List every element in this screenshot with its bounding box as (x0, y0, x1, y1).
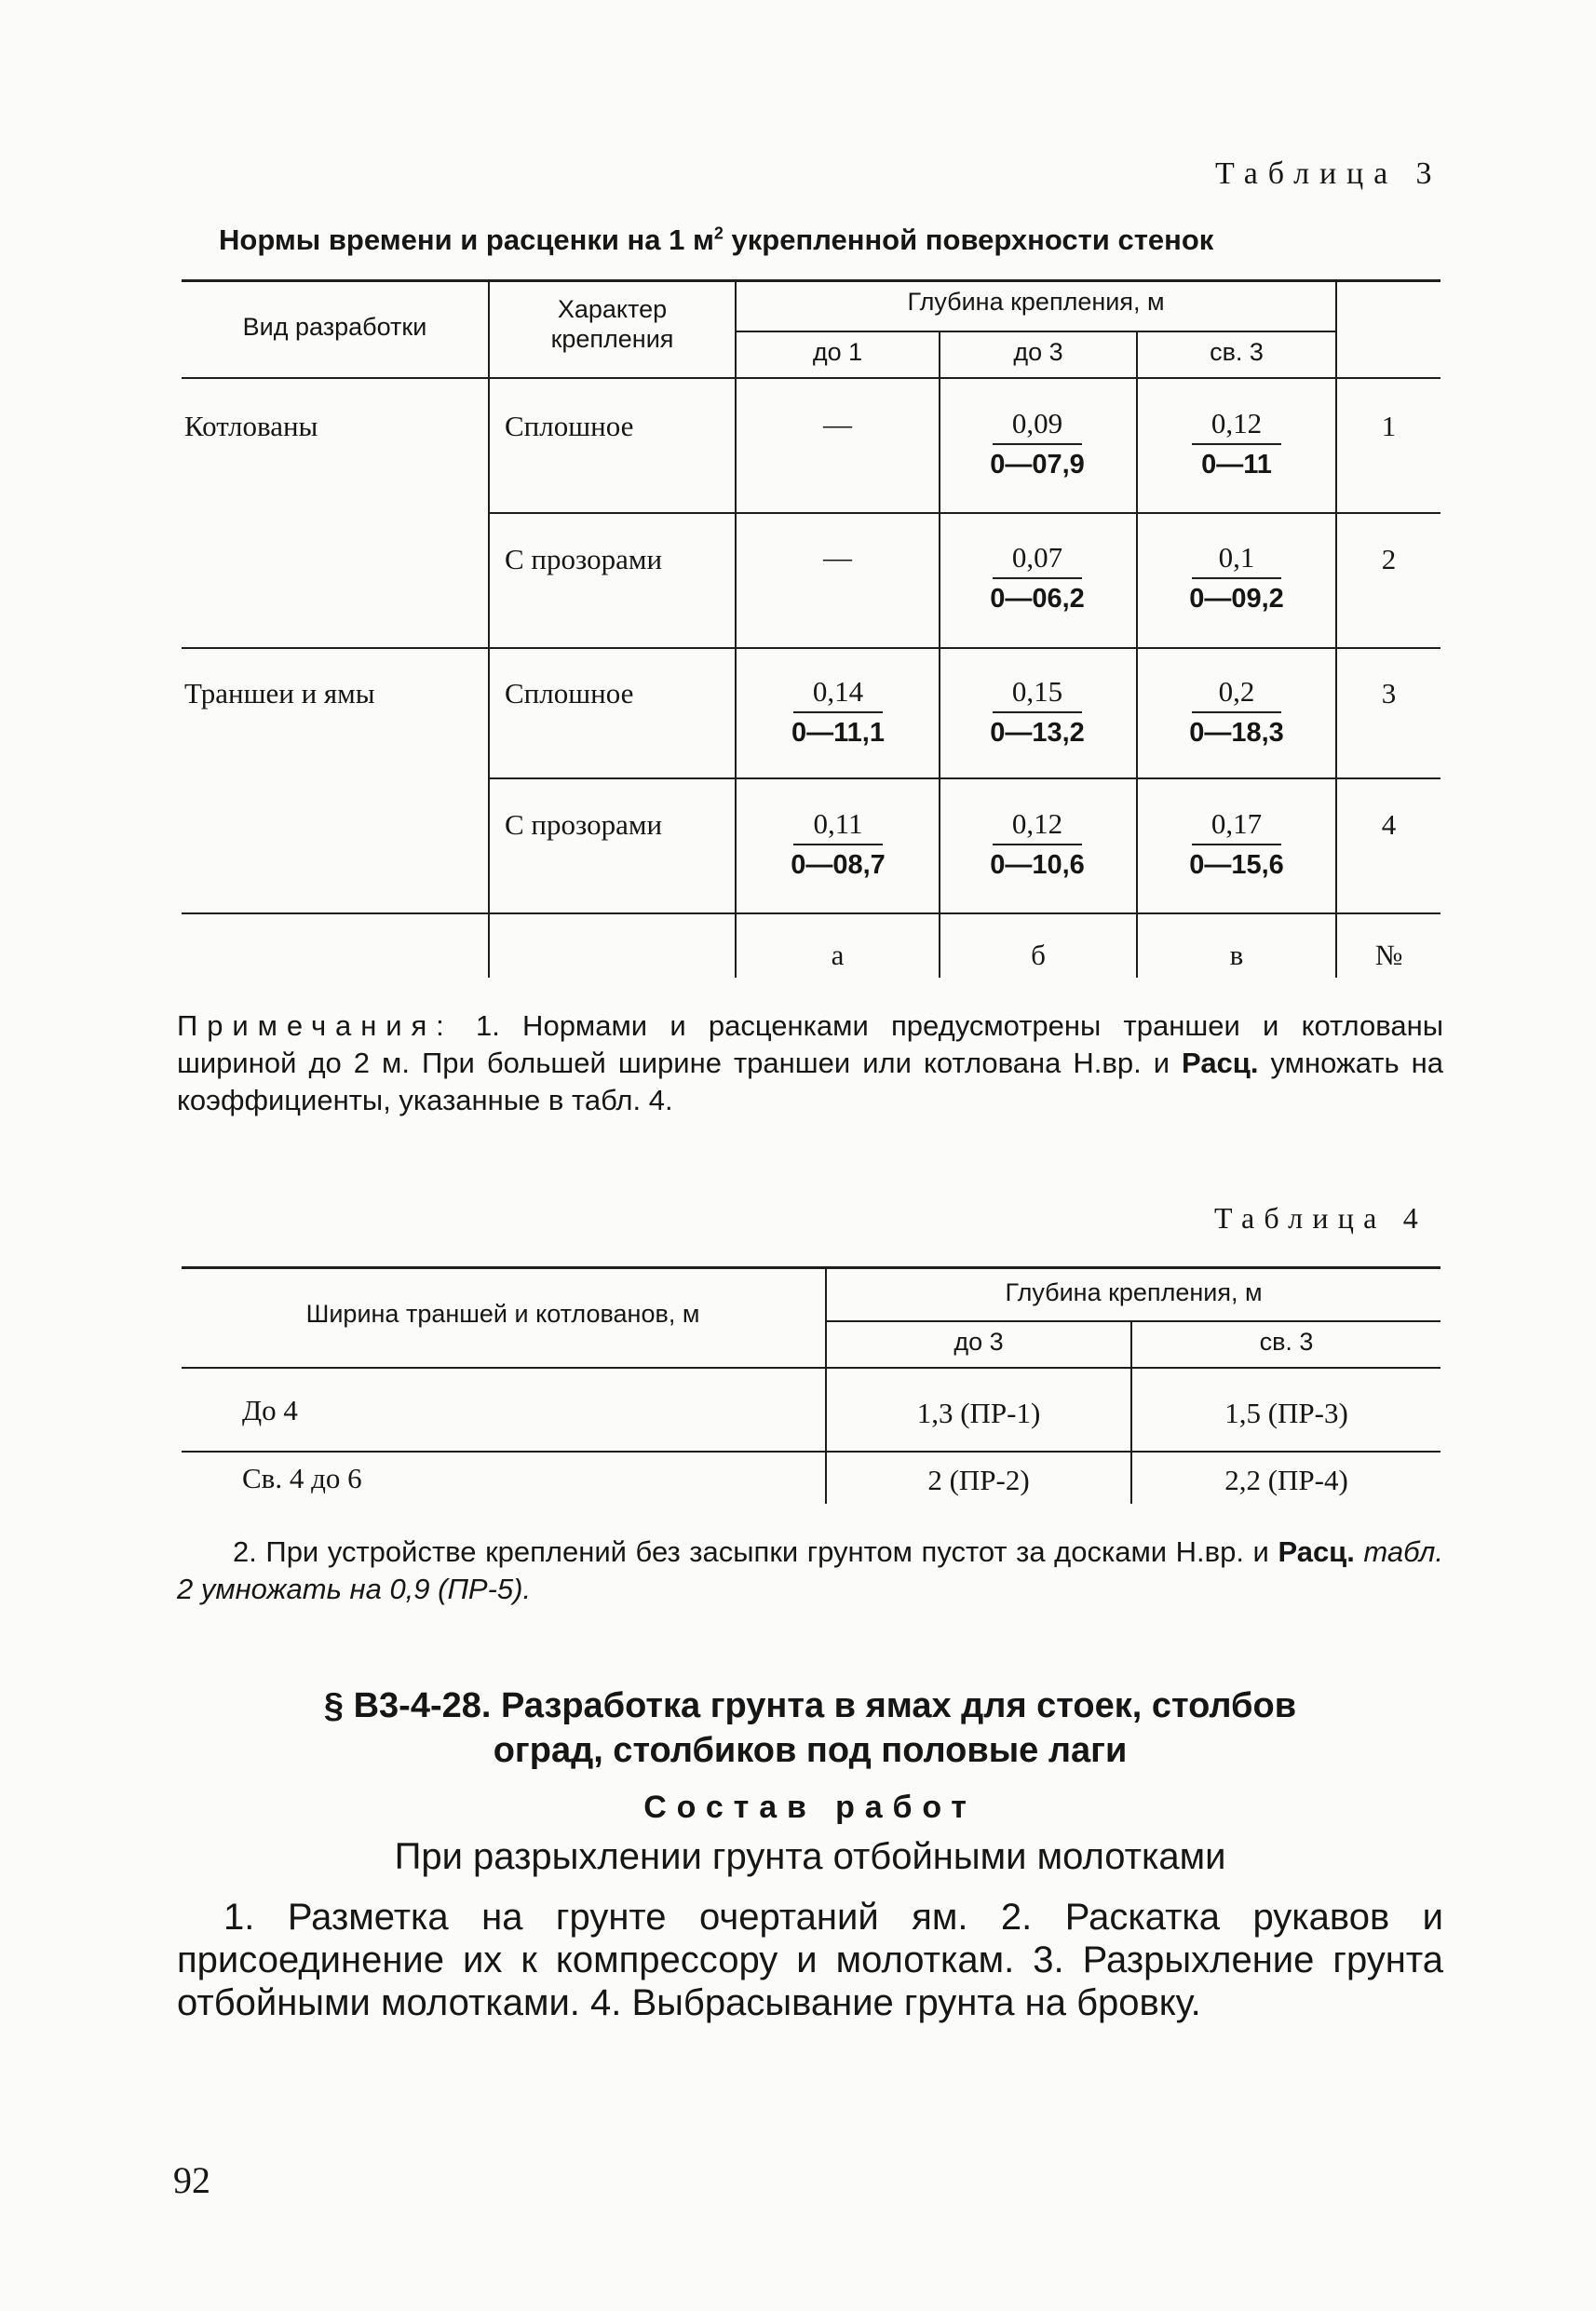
notes-text-end: умножать на коэффициенты, указанные в табл. 4. (177, 1047, 1443, 1116)
table3-row4-c2 (967, 806, 1107, 883)
table3-footer-c: в (1229, 939, 1244, 971)
section-heading-line1: § В3-4-28. Разработка грунта в ямах для стоек, столбов (323, 1686, 1297, 1725)
section-sostav: Состав работ (643, 1790, 977, 1825)
fraction-denominator: 0—13,2 (990, 718, 1085, 748)
notes2-italic: табл. 2 умножать на 0,9 (ПР-5). (177, 1535, 1443, 1605)
fraction-denominator: 0—18,3 (1189, 718, 1284, 748)
table3-header-d1: до 1 (812, 338, 863, 366)
table3-row4-char: С прозорами (505, 808, 663, 841)
table4-row2-width: Св. 4 до 6 (242, 1462, 362, 1494)
section-heading (186, 1683, 1434, 1773)
table3-row1-c1: — (823, 408, 852, 440)
fraction-numerator: 0,14 (812, 675, 864, 708)
table4-row1-v1: 1,3 (ПР-1) (916, 1397, 1041, 1429)
table3-row3-c1 (768, 674, 908, 750)
fraction-numerator: 0,2 (1218, 675, 1255, 708)
table3-row1-c2 (967, 406, 1107, 482)
table3-title-main: Нормы времени и расценки на 1 м (219, 223, 714, 256)
table3-header-d2: до 3 (1013, 338, 1063, 366)
table4-notes (177, 1534, 1443, 1608)
notes2-bold: Расц. (1278, 1535, 1355, 1568)
fraction-numerator: 0,07 (1011, 541, 1063, 574)
section-heading-line2: оград, столбиков под половые лаги (493, 1731, 1128, 1770)
table3-row2-c2 (967, 540, 1107, 616)
table3-row4-no: 4 (1381, 808, 1397, 841)
section-subheading: При разрыхлении грунта отбойными молотками (394, 1836, 1226, 1877)
table4-row1-width: До 4 (242, 1394, 298, 1426)
notes-label: Примечания: (177, 1009, 453, 1042)
fraction-numerator: 0,1 (1218, 541, 1255, 574)
table3-header-char-line1: Характер (557, 295, 668, 323)
table3-row1-char: Сплошное (505, 410, 634, 442)
table3-footer-b: б (1031, 939, 1046, 971)
fraction-denominator: 0—08,7 (791, 850, 886, 880)
fraction-denominator: 0—11 (1201, 450, 1272, 480)
table4-header-d1: до 3 (954, 1328, 1004, 1356)
table3-row2-c3 (1167, 540, 1306, 616)
table4-row1-v2: 1,5 (ПР-3) (1224, 1397, 1348, 1429)
table3-header-char (490, 294, 735, 354)
page-number: 92 (173, 2159, 210, 2201)
fraction-numerator: 0,12 (1211, 407, 1263, 439)
table4-row2-v1: 2 (ПР-2) (927, 1464, 1030, 1496)
table4-header-d2: св. 3 (1259, 1328, 1314, 1356)
table3-row2-no: 2 (1381, 543, 1397, 575)
table3-row4-c3 (1167, 806, 1306, 883)
table3-row4-c1 (768, 806, 908, 883)
table3-header-char-line2: крепления (550, 325, 674, 353)
table3-title (219, 223, 1213, 257)
notes-text: 1. Нормами и расценками предусмотрены траншеи и котлованы шириной до 2 м. При большей ширине траншеи или котлована Н.вр. и (177, 1009, 1443, 1079)
table3-caption: Таблица 3 (1215, 156, 1442, 191)
table3-header-kind: Вид разработки (242, 313, 427, 341)
table3-header-depth: Глубина крепления, м (907, 288, 1165, 316)
table3-footer-no: № (1374, 939, 1403, 971)
fraction-numerator: 0,15 (1011, 675, 1063, 708)
table3-row3-char: Сплошное (505, 677, 634, 710)
fraction-numerator: 0,11 (813, 807, 863, 840)
table3-row1-kind: Котлованы (184, 410, 318, 442)
table3-row2-c1: — (823, 541, 852, 574)
table3-row3-c2 (967, 674, 1107, 750)
table3-row3-no: 3 (1381, 677, 1397, 710)
notes-bold: Расц. (1182, 1047, 1259, 1079)
fraction-denominator: 0—09,2 (1189, 584, 1284, 614)
fraction-denominator: 0—06,2 (990, 584, 1085, 614)
table3-title-sup: 2 (713, 223, 724, 243)
table3-notes (177, 1007, 1443, 1119)
table3-footer-a: а (831, 939, 845, 971)
notes2-text: 2. При устройстве креплений без засыпки грунтом пустот за досками Н.вр. и (233, 1535, 1278, 1568)
fraction-denominator: 0—10,6 (990, 850, 1085, 880)
table3-row1-c3 (1167, 406, 1306, 482)
section-body: 1. Разметка на грунте очертаний ям. 2. Раскатка рукавов и присоединение их к компрессору и молоткам. 3. Разрыхление грунта отбойными молотками. 4. Выбрасывание грунта на бровку. (177, 1897, 1443, 2023)
fraction-denominator: 0—15,6 (1189, 850, 1284, 880)
table3-row3-c3 (1167, 674, 1306, 750)
fraction-numerator: 0,09 (1011, 407, 1063, 439)
table4-header-width: Ширина траншей и котлованов, м (305, 1300, 700, 1328)
table3-row1-no: 1 (1381, 410, 1397, 442)
table4-header-depth: Глубина крепления, м (1005, 1278, 1263, 1306)
table3-title-end: укрепленной поверхности стенок (723, 223, 1214, 256)
table3-header-d3: св. 3 (1210, 338, 1264, 366)
fraction-denominator: 0—11,1 (791, 718, 885, 748)
table3-row2-char: С прозорами (505, 543, 663, 575)
table4-caption: Таблица 4 (1214, 1201, 1428, 1235)
fraction-numerator: 0,12 (1011, 807, 1063, 840)
fraction-numerator: 0,17 (1211, 807, 1263, 840)
table4-row2-v2: 2,2 (ПР-4) (1224, 1464, 1348, 1496)
fraction-denominator: 0—07,9 (990, 450, 1085, 480)
table3-row3-kind: Траншеи и ямы (184, 677, 375, 710)
